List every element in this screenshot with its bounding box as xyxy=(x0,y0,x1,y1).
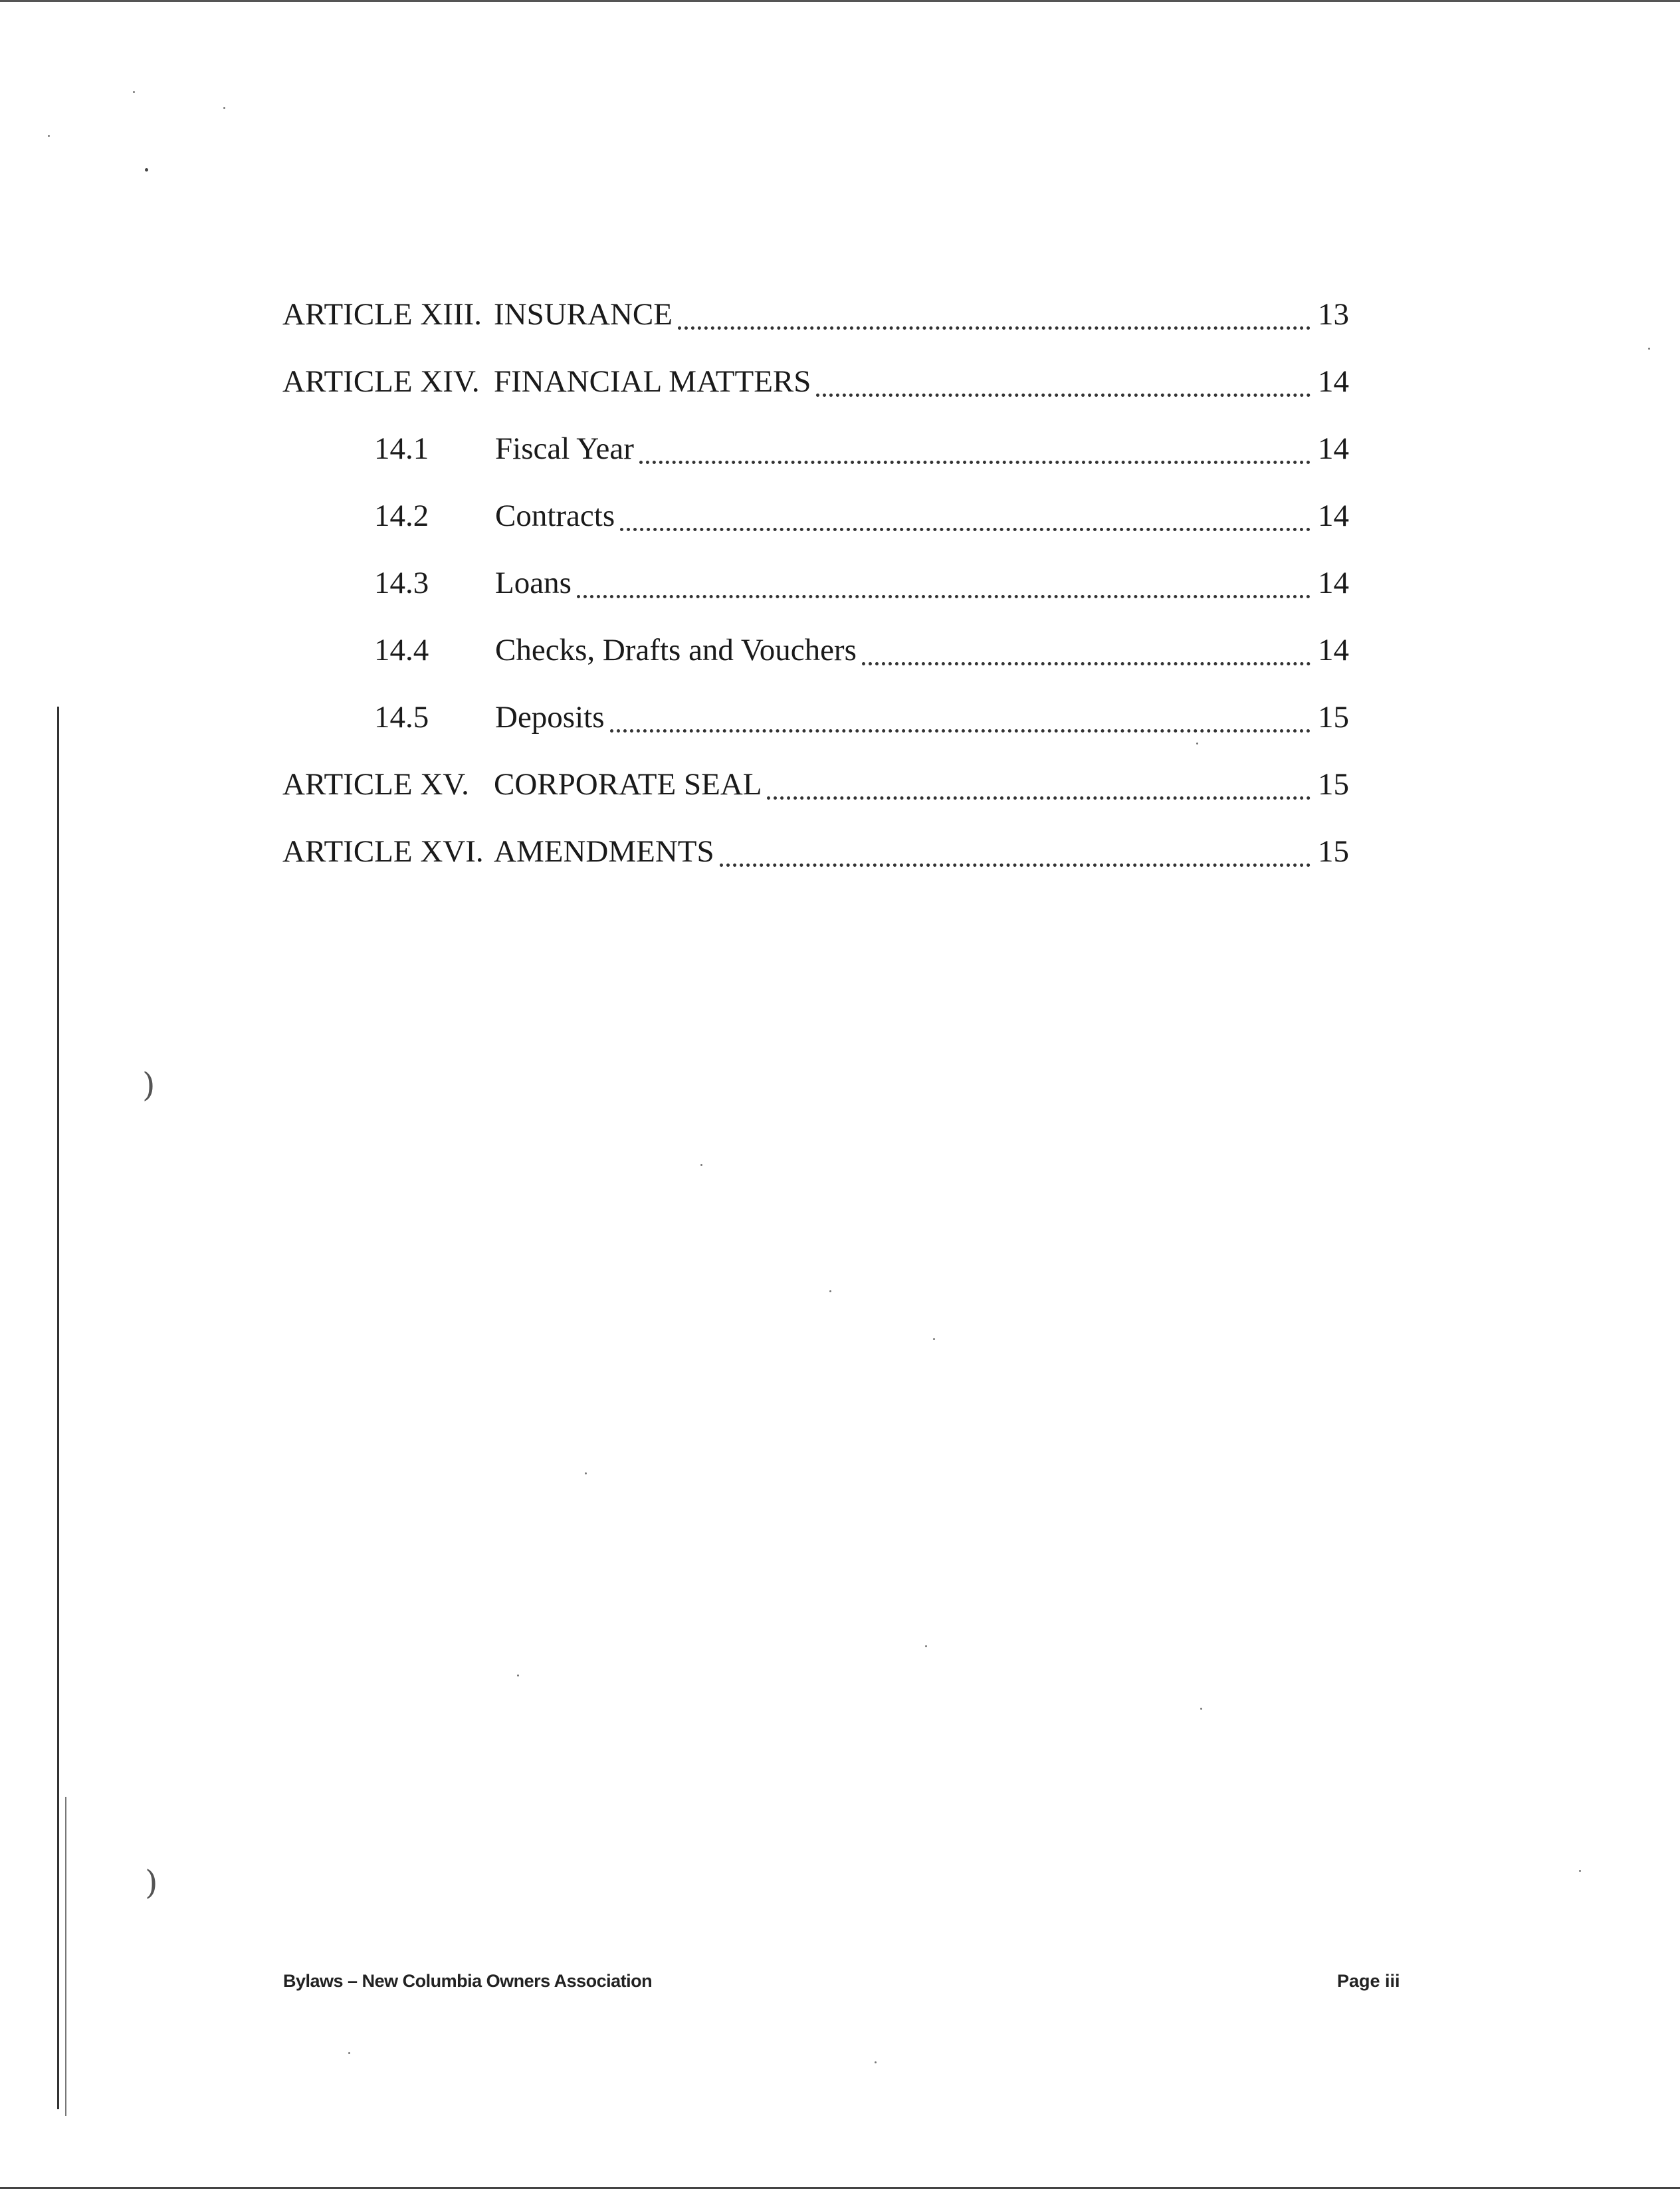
dot-leader xyxy=(610,692,1311,733)
scan-speck xyxy=(223,107,225,109)
dot-leader xyxy=(862,625,1311,665)
scan-edge-line xyxy=(57,707,59,2109)
toc-entry-number: ARTICLE XIV. xyxy=(282,364,480,399)
toc-entry-number: 14.4 xyxy=(374,633,429,667)
toc-entry-title: FINANCIAL MATTERS xyxy=(494,364,811,399)
scan-mark: ) xyxy=(142,1066,156,1104)
toc-entry-title: Fiscal Year xyxy=(495,431,634,466)
scan-speck xyxy=(829,1290,831,1292)
scan-speck xyxy=(133,91,135,93)
toc-entry-page: 14 xyxy=(1318,431,1349,466)
scan-speck xyxy=(933,1338,935,1340)
toc-entry-page: 14 xyxy=(1318,364,1349,399)
toc-entry-page: 15 xyxy=(1318,767,1349,802)
toc-subentry[interactable] xyxy=(282,423,1349,491)
toc-entry-title: Loans xyxy=(495,566,572,600)
dot-leader xyxy=(767,759,1311,800)
scan-speck xyxy=(875,2061,877,2063)
toc-entry-title: Deposits xyxy=(495,700,605,735)
toc-entry-number: 14.1 xyxy=(374,431,429,466)
toc-subentry[interactable] xyxy=(282,558,1349,625)
scan-speck xyxy=(48,135,50,137)
scan-speck xyxy=(1648,348,1650,350)
toc-entry-number: 14.3 xyxy=(374,566,429,600)
toc-entry[interactable] xyxy=(282,759,1349,826)
scan-speck xyxy=(585,1472,587,1474)
scan-edge-line xyxy=(65,1797,66,2116)
scan-speck xyxy=(1579,1870,1581,1872)
toc-entry[interactable] xyxy=(282,356,1349,423)
toc-entry-title: INSURANCE xyxy=(494,297,673,332)
dot-leader xyxy=(620,491,1311,531)
scan-speck xyxy=(700,1164,702,1166)
toc-entry[interactable] xyxy=(282,826,1349,893)
table-of-contents xyxy=(282,289,1349,893)
toc-subentry[interactable] xyxy=(282,692,1349,759)
toc-subentry[interactable] xyxy=(282,625,1349,692)
footer-document-title: Bylaws – New Columbia Owners Association xyxy=(283,1971,653,1991)
toc-entry-page: 13 xyxy=(1318,297,1349,332)
scan-mark: ) xyxy=(145,1863,158,1902)
scan-speck xyxy=(1200,1708,1202,1710)
toc-entry-number: ARTICLE XIII. xyxy=(282,297,482,332)
dot-leader xyxy=(720,826,1311,867)
scan-speck xyxy=(348,2052,350,2054)
toc-entry-page: 14 xyxy=(1318,566,1349,600)
toc-subentry[interactable] xyxy=(282,491,1349,558)
dot-leader xyxy=(577,558,1311,598)
toc-entry-number: 14.2 xyxy=(374,499,429,533)
toc-entry-number: 14.5 xyxy=(374,700,429,735)
scan-speck xyxy=(925,1645,927,1647)
toc-entry-title: Checks, Drafts and Vouchers xyxy=(495,633,857,667)
toc-entry-title: CORPORATE SEAL xyxy=(494,767,762,802)
toc-entry-page: 14 xyxy=(1318,633,1349,667)
footer-page-number: Page iii xyxy=(1337,1971,1400,1991)
toc-entry-title: AMENDMENTS xyxy=(494,834,714,869)
toc-entry-title: Contracts xyxy=(495,499,615,533)
toc-entry-number: ARTICLE XVI. xyxy=(282,834,484,869)
scan-speck xyxy=(145,168,148,172)
toc-entry[interactable] xyxy=(282,289,1349,356)
toc-entry-page: 14 xyxy=(1318,499,1349,533)
dot-leader xyxy=(639,423,1311,464)
toc-entry-page: 15 xyxy=(1318,834,1349,869)
toc-entry-number: ARTICLE XV. xyxy=(282,767,469,802)
dot-leader xyxy=(678,289,1311,330)
toc-entry-page: 15 xyxy=(1318,700,1349,735)
dot-leader xyxy=(816,356,1311,397)
scan-speck xyxy=(517,1674,519,1676)
